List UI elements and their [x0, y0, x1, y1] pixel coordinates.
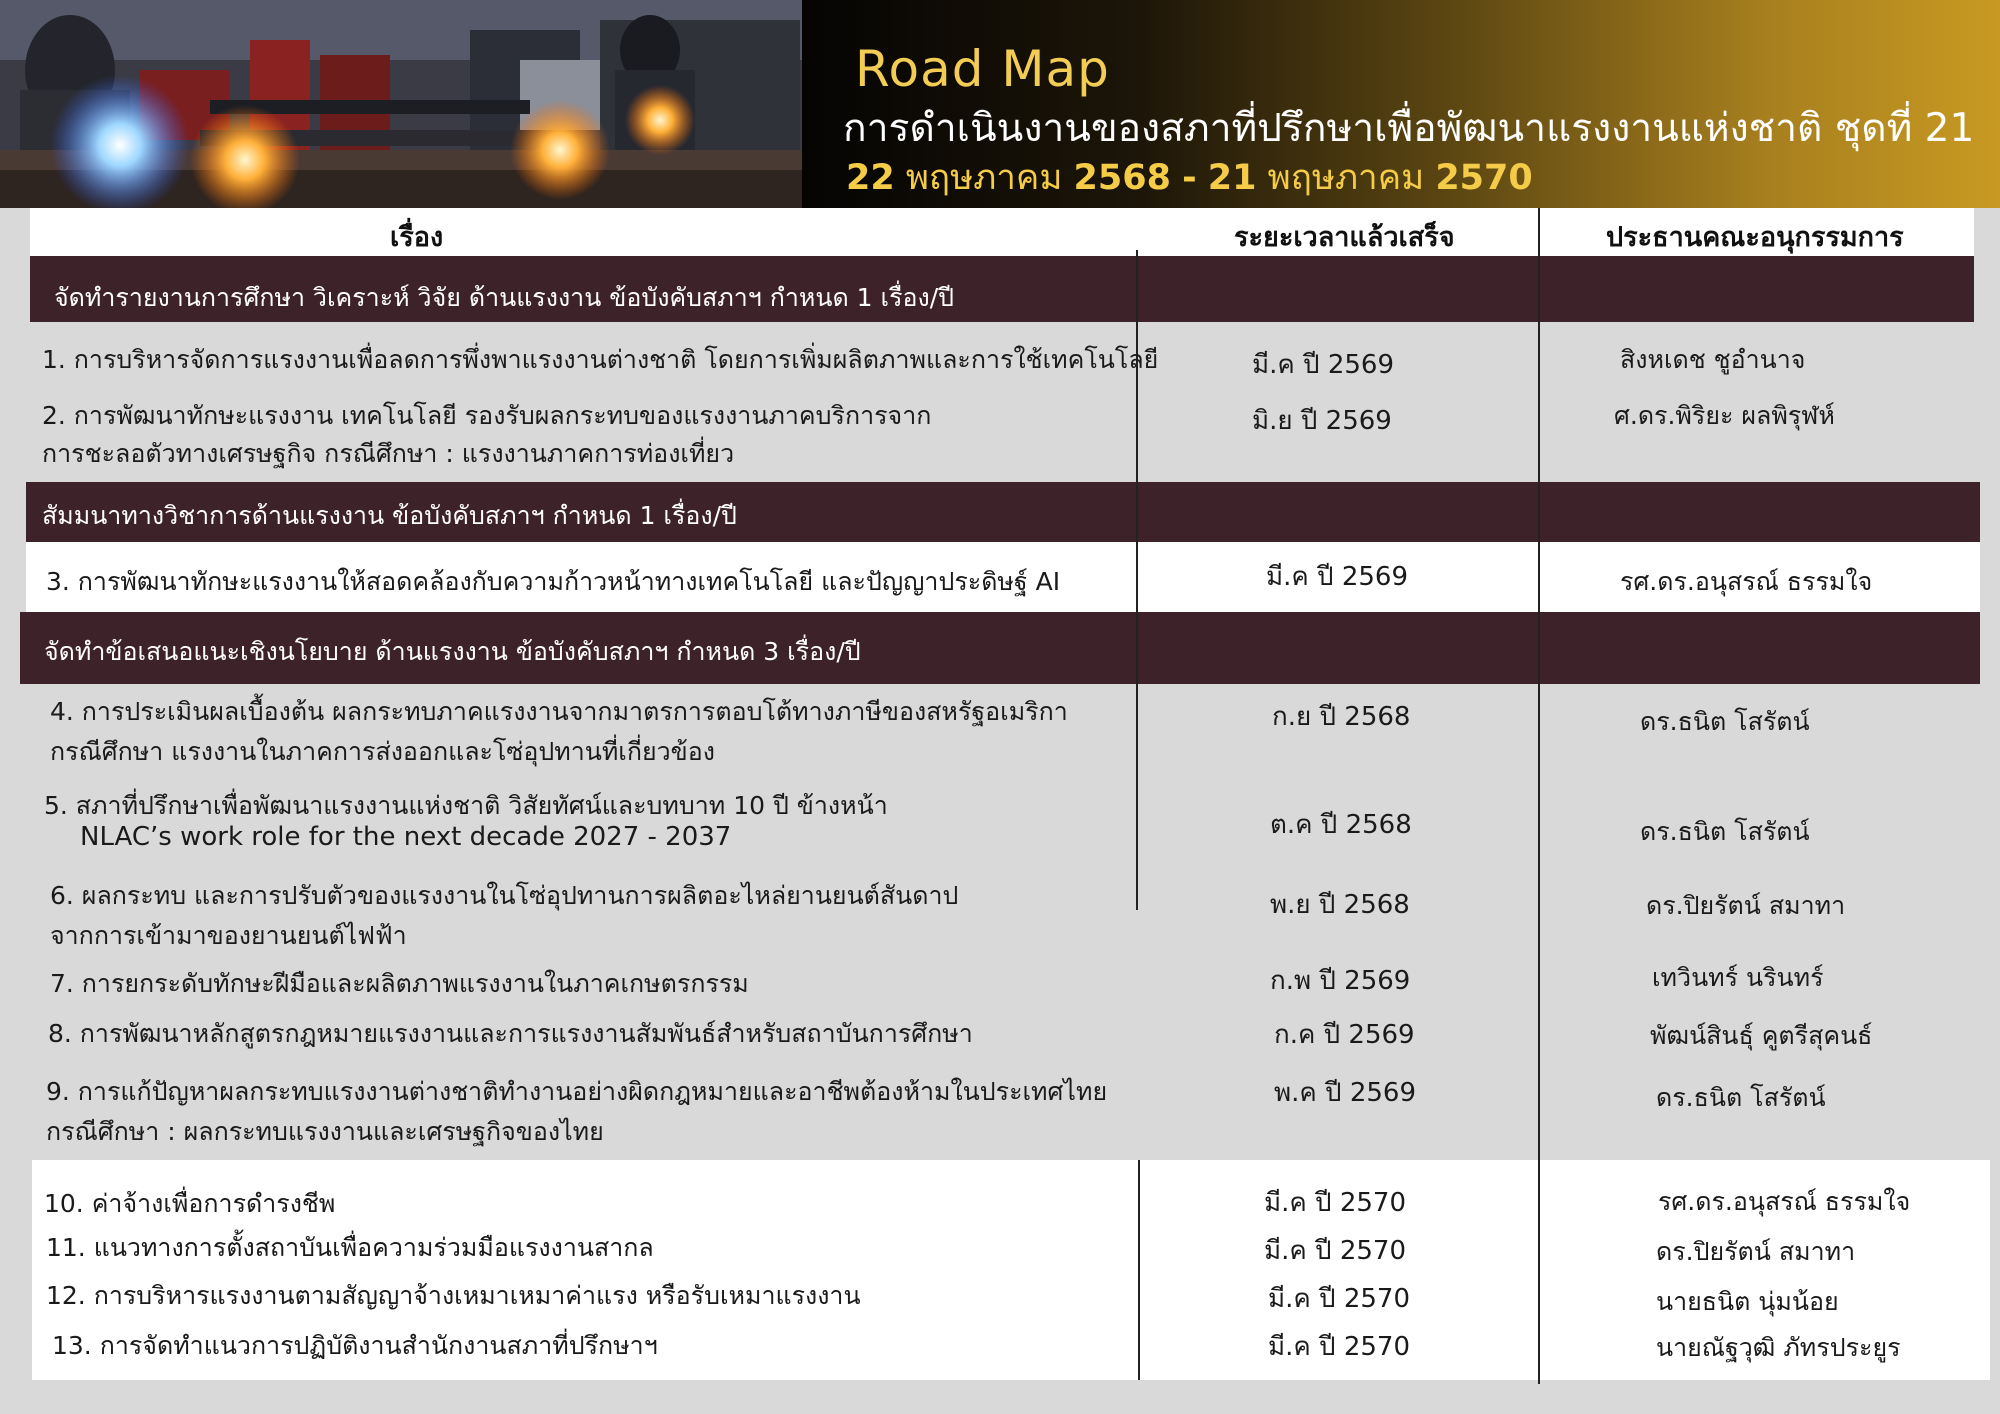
column-divider — [1538, 208, 1540, 1384]
row-deadline: มิ.ย ปี 2569 — [1252, 406, 1392, 436]
column-divider — [1138, 1160, 1140, 1380]
date-separator: - — [1182, 158, 1197, 198]
row-chair: พัฒน์สินธุ์ คูตรีสุคนธ์ — [1650, 1021, 1873, 1050]
term-dates — [846, 150, 1533, 205]
row-deadline: ก.ค ปี 2569 — [1274, 1020, 1415, 1050]
column-header-chair: ประธานคณะอนุกรรมการ — [1606, 222, 1904, 253]
row-topic-continued: NLAC’s work role for the next decade 2027 - 2037 — [80, 822, 732, 852]
page-title: Road Map — [855, 40, 1110, 98]
row-chair: ดร.ธนิต โสรัตน์ — [1640, 707, 1810, 736]
row-topic: 3. การพัฒนาทักษะแรงงานให้สอดคล้องกับความก้าวหน้าทางเทคโนโลยี และปัญญาประดิษฐ์ AI — [46, 567, 1061, 596]
welding-photo-illustration — [0, 0, 802, 208]
row-topic: 13. การจัดทำแนวการปฏิบัติงานสำนักงานสภาที่ปรึกษาฯ — [52, 1331, 658, 1360]
row-chair: นายธนิต นุ่มน้อย — [1656, 1287, 1839, 1316]
row-topic-continued: จากการเข้ามาของยานยนต์ไฟฟ้า — [50, 921, 407, 950]
date-end-month: พฤษภาคม — [1267, 158, 1425, 198]
row-chair: ดร.ธนิต โสรัตน์ — [1640, 817, 1810, 846]
row-topic: 7. การยกระดับทักษะฝีมือและผลิตภาพแรงงานในภาคเกษตรกรรม — [50, 969, 749, 998]
row-topic: 10. ค่าจ้างเพื่อการดำรงชีพ — [44, 1189, 336, 1218]
row-topic-continued: กรณีศึกษา แรงงานในภาคการส่งออกและโซ่อุปทานที่เกี่ยวข้อง — [50, 737, 715, 766]
row-deadline: มี.ค ปี 2569 — [1252, 350, 1394, 380]
row-deadline: พ.ค ปี 2569 — [1274, 1078, 1416, 1108]
row-topic: 11. แนวทางการตั้งสถาบันเพื่อความร่วมมือแรงงานสากล — [46, 1233, 654, 1262]
row-topic-continued: การชะลอตัวทางเศรษฐกิจ กรณีศึกษา : แรงงานภาคการท่องเที่ยว — [42, 439, 735, 468]
date-start-month: พฤษภาคม — [905, 158, 1063, 198]
row-deadline: มี.ค ปี 2569 — [1266, 562, 1408, 592]
row-topic: 1. การบริหารจัดการแรงงานเพื่อลดการพึ่งพาแรงงานต่างชาติ โดยการเพิ่มผลิตภาพและการใช้เทคโนโลยี — [42, 345, 1159, 374]
row-deadline: ก.ย ปี 2568 — [1272, 702, 1411, 732]
row-chair: ดร.ธนิต โสรัตน์ — [1656, 1083, 1826, 1112]
row-topic: 9. การแก้ปัญหาผลกระทบแรงงานต่างชาติทำงานอย่างผิดกฎหมายและอาชีพต้องห้ามในประเทศไทย — [46, 1077, 1108, 1106]
row-chair: นายณัฐวุฒิ ภัทรประยูร — [1656, 1333, 1901, 1362]
section-label-policy: จัดทำข้อเสนอแนะเชิงนโยบาย ด้านแรงงาน ข้อบังคับสภาฯ กำหนด 3 เรื่อง/ปี — [44, 637, 861, 666]
row-deadline: ต.ค ปี 2568 — [1270, 810, 1412, 840]
row-deadline: พ.ย ปี 2568 — [1270, 890, 1410, 920]
date-end-day: 21 — [1207, 158, 1257, 198]
row-chair: ศ.ดร.พิริยะ ผลพิรุฬห์ — [1614, 401, 1835, 430]
row-topic: 2. การพัฒนาทักษะแรงงาน เทคโนโลยี รองรับผลกระทบของแรงงานภาคบริการจาก — [42, 401, 932, 430]
row-topic: 6. ผลกระทบ และการปรับตัวของแรงงานในโซ่อุปทานการผลิตอะไหล่ยานยนต์สันดาป — [50, 881, 959, 910]
row-deadline: ก.พ ปี 2569 — [1270, 966, 1411, 996]
row-chair: รศ.ดร.อนุสรณ์ ธรรมใจ — [1658, 1187, 1911, 1216]
row-topic: 8. การพัฒนาหลักสูตรกฎหมายแรงงานและการแรงงานสัมพันธ์สำหรับสถาบันการศึกษา — [48, 1019, 973, 1048]
date-end-year: 2570 — [1435, 158, 1533, 198]
row-topic: 5. สภาที่ปรึกษาเพื่อพัฒนาแรงงานแห่งชาติ วิสัยทัศน์และบทบาท 10 ปี ข้างหน้า — [44, 791, 888, 820]
date-start-day: 22 — [846, 158, 895, 198]
section-label-research: จัดทำรายงานการศึกษา วิเคราะห์ วิจัย ด้านแรงงาน ข้อบังคับสภาฯ กำหนด 1 เรื่อง/ปี — [54, 283, 955, 312]
row-deadline: มี.ค ปี 2570 — [1264, 1188, 1406, 1218]
row-chair: สิงหเดช ชูอำนาจ — [1620, 345, 1806, 374]
row-topic: 12. การบริหารแรงงานตามสัญญาจ้างเหมาเหมาค่าแรง หรือรับเหมาแรงงาน — [46, 1281, 861, 1310]
section-label-seminar: สัมมนาทางวิชาการด้านแรงงาน ข้อบังคับสภาฯ กำหนด 1 เรื่อง/ปี — [42, 501, 737, 530]
row-deadline: มี.ค ปี 2570 — [1264, 1236, 1406, 1266]
row-topic-continued: กรณีศึกษา : ผลกระทบแรงงานและเศรษฐกิจของไทย — [46, 1117, 604, 1146]
date-start-year: 2568 — [1073, 158, 1171, 198]
column-header-deadline: ระยะเวลาแล้วเสร็จ — [1234, 222, 1455, 253]
column-header-topic: เรื่อง — [390, 222, 444, 253]
row-chair: เทวินทร์ นรินทร์ — [1652, 963, 1824, 992]
row-deadline: มี.ค ปี 2570 — [1268, 1332, 1410, 1362]
row-topic: 4. การประเมินผลเบื้องต้น ผลกระทบภาคแรงงานจากมาตรการตอบโต้ทางภาษีของสหรัฐอเมริกา — [50, 697, 1068, 726]
row-chair: ดร.ปิยรัตน์ สมาทา — [1646, 891, 1846, 920]
page-subtitle: การดำเนินงานของสภาที่ปรึกษาเพื่อพัฒนาแรงงานแห่งชาติ ชุดที่ 21 — [843, 106, 1975, 151]
row-chair: ดร.ปิยรัตน์ สมาทา — [1656, 1237, 1856, 1266]
header-photo — [0, 0, 802, 208]
row-chair: รศ.ดร.อนุสรณ์ ธรรมใจ — [1620, 567, 1873, 596]
row-deadline: มี.ค ปี 2570 — [1268, 1284, 1410, 1314]
